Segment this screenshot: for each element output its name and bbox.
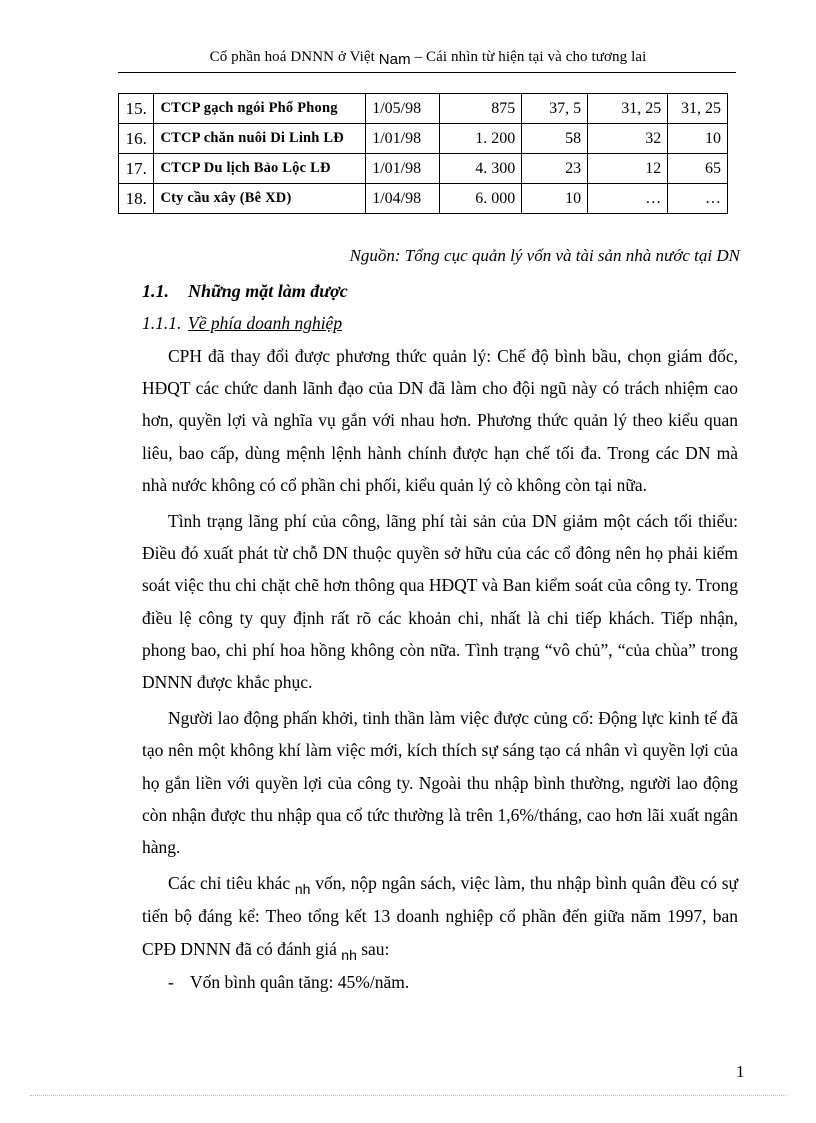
value-cell-c: …: [668, 184, 728, 214]
capital-cell: 1. 200: [440, 124, 522, 154]
table-row: [119, 184, 728, 214]
value-cell-a: 23: [522, 154, 588, 184]
row-number: 15.: [119, 94, 154, 124]
subsection-title: Về phía doanh nghiệp: [188, 313, 343, 333]
table-row: [119, 94, 728, 124]
value-cell-a: 37, 5: [522, 94, 588, 124]
paragraph: Tình trạng lãng phí của công, lãng phí tài sản của DN giảm một cách tối thiểu: Điều đó xuất phát từ chỗ DN thuộc quyền sở hữu của các cổ đông nên họ phải kiểm soát việc thu chi chặt chẽ hơn thông qua HĐQT và Ban kiểm soát của công ty. Trong điều lệ công ty quy định rất rõ các khoản chi, nhất là chi tiếp khách. Tiếp nhận, phong bao, chi phí hoa hồng không còn nữa. Tình trạng “vô chủ”, “của chùa” trong DNNN được khắc phục.: [142, 511, 738, 693]
paragraph-segment: vốn, nộp ngân sách, việc làm, thu nhập bình quân đều có sự tiến bộ đáng kể: Theo tổng kết 13 doanh nghiệp cổ phần đến giữa năm 1997, ban CPĐ DNNN đã có đánh giá: [142, 873, 738, 959]
header-title-nam: Nam: [378, 51, 411, 68]
table-row: [119, 154, 728, 184]
value-cell-b: 32: [588, 124, 668, 154]
paragraph-segment: Các chỉ tiêu khác: [168, 873, 295, 894]
value-cell-c: 31, 25: [668, 94, 728, 124]
bullet-item: [142, 966, 738, 998]
date-cell: 1/01/98: [366, 124, 440, 154]
header-title-part2: – Cái nhìn từ hiện tại và cho tương lai: [410, 49, 647, 65]
paragraph: CPH đã thay đổi được phương thức quản lý: Chế độ bình bầu, chọn giám đốc, HĐQT các chức danh lãnh đạo của DN đã làm cho đội ngũ này có trách nhiệm cao hơn, quyền lợi và nghĩa vụ gắn với nhau hơn. Phương thức quản lý theo kiểu quan liêu, bao cấp, dùng mệnh lệnh hành chính được hạn chế tối đa. Trong các DN mà nhà nước không có cổ phần chi phối, kiểu quản lý cò không còn tại nữa.: [142, 346, 738, 495]
header-title-part1: Cổ phần hoá DNNN ở Việt: [209, 49, 379, 65]
company-name: Cty cầu xây (Bê XD): [154, 184, 366, 214]
row-number: 18.: [119, 184, 154, 214]
value-cell-b: …: [588, 184, 668, 214]
value-cell-b: 31, 25: [588, 94, 668, 124]
row-number: 16.: [119, 124, 154, 154]
enterprise-table: [118, 93, 728, 214]
capital-cell: 4. 300: [440, 154, 522, 184]
value-cell-b: 12: [588, 154, 668, 184]
company-name: CTCP Du lịch Bảo Lộc LĐ: [154, 154, 366, 184]
paragraph-segment-small: nh: [294, 881, 311, 898]
body-text: [142, 340, 738, 998]
paragraph-segment: sau:: [356, 938, 390, 959]
value-cell-a: 10: [522, 184, 588, 214]
paragraph-segment-small: nh: [341, 946, 357, 963]
subsection-number: 1.1.1.: [142, 313, 182, 333]
company-name: CTCP gạch ngói Phổ Phong: [154, 94, 366, 124]
value-cell-c: 65: [668, 154, 728, 184]
paragraph: Người lao động phấn khởi, tinh thần làm việc được củng cố: Động lực kinh tế đã tạo nên một không khí làm việc mới, kích thích sự sáng tạo cá nhân vì quyền lợi của họ gắn liền với quyền lợi của công ty. Ngoài thu nhập bình thường, người lao động còn nhận được thu nhập qua cổ tức thường là trên 1,6%/tháng, cao hơn lãi xuất ngân hàng.: [142, 708, 738, 858]
table-source-note: Nguồn: Tổng cục quản lý vốn và tài sản nhà nước tại DN: [349, 246, 740, 265]
page-number: 1: [736, 1062, 745, 1081]
subsection-heading: [142, 313, 342, 334]
section-title: Những mặt làm được: [188, 281, 348, 301]
header-rule: [118, 72, 736, 73]
company-name: CTCP chăn nuôi Di Linh LĐ: [154, 124, 366, 154]
value-cell-a: 58: [522, 124, 588, 154]
value-cell-c: 10: [668, 124, 728, 154]
page-header: [118, 48, 738, 66]
capital-cell: 6. 000: [440, 184, 522, 214]
capital-cell: 875: [440, 94, 522, 124]
bullet-dash: -: [168, 971, 174, 992]
row-number: 17.: [119, 154, 154, 184]
paragraph: [142, 867, 738, 966]
footer-rule: [30, 1095, 786, 1096]
section-heading: [142, 281, 348, 302]
date-cell: 1/05/98: [366, 94, 440, 124]
date-cell: 1/01/98: [366, 154, 440, 184]
table-row: [119, 124, 728, 154]
section-number: 1.1.: [142, 281, 169, 301]
date-cell: 1/04/98: [366, 184, 440, 214]
bullet-text: Vốn bình quân tăng: 45%/năm.: [190, 971, 410, 992]
